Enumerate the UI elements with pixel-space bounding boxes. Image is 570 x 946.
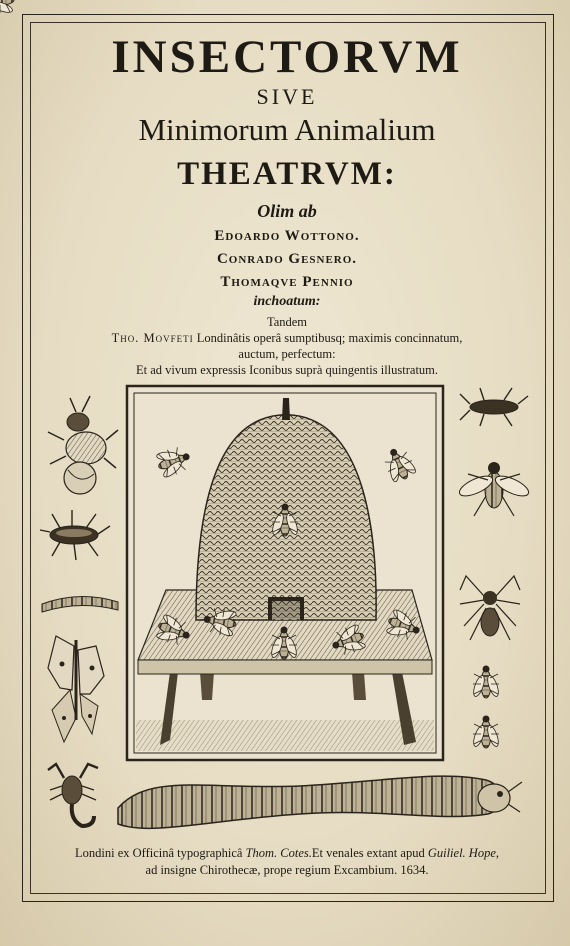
- imprint-line-1: [30, 845, 544, 861]
- beetle-icon: [48, 396, 118, 494]
- bee-icon: [0, 0, 14, 15]
- fly-icon: [457, 462, 532, 516]
- imprint-sign: ad insigne Chirothecæ, prope regium Excambium.: [145, 863, 398, 877]
- sive-line: SIVE: [256, 84, 318, 109]
- imprint-line-2: [30, 862, 544, 878]
- scorpion-icon: [48, 764, 98, 826]
- moffet-name: Tho. Movfeti: [111, 331, 194, 345]
- author-gesner: Conrado Gesnero.: [216, 251, 358, 267]
- bookseller-name: Guiliel. Hope,: [427, 846, 499, 860]
- longhorn-beetle-icon: [460, 388, 528, 426]
- inchoatum-line: inchoatum:: [253, 294, 321, 309]
- millipede-icon: [118, 776, 522, 828]
- olim-line: Olim ab: [257, 201, 317, 221]
- tandem-line: Tandem: [266, 315, 308, 329]
- caterpillar-icon: [42, 596, 118, 612]
- theatrum-line: THEATRVM:: [177, 156, 397, 192]
- moffet-line-rest: Londinâtis operâ sumptibusq; maximis concinnatum,: [196, 331, 463, 345]
- illustratum-line: Et ad vivum expressis Iconibus suprà quingentis illustratum.: [135, 363, 439, 377]
- main-title: INSECTORVM: [111, 31, 463, 83]
- imprint-location: Londini ex Officinâ typographicâ: [75, 846, 243, 860]
- auctum-line: auctum, perfectum:: [238, 347, 336, 361]
- imprint-sale: Et venales extant apud: [311, 846, 425, 860]
- author-penny: Thomaqve Pennio: [220, 274, 354, 290]
- imprint-year: 1634.: [400, 863, 429, 877]
- small-fly-icon-2: [471, 716, 500, 749]
- spider-icon: [460, 576, 520, 640]
- subtitle: Minimorum Animalium: [138, 112, 436, 147]
- printer-name: Thom. Cotes.: [245, 846, 312, 860]
- author-wotton: Edoardo Wottono.: [214, 228, 360, 244]
- weevil-icon: [40, 510, 110, 560]
- small-fly-icon-1: [471, 666, 500, 699]
- moth-icon: [48, 636, 104, 742]
- beehive-engraving: [127, 386, 443, 760]
